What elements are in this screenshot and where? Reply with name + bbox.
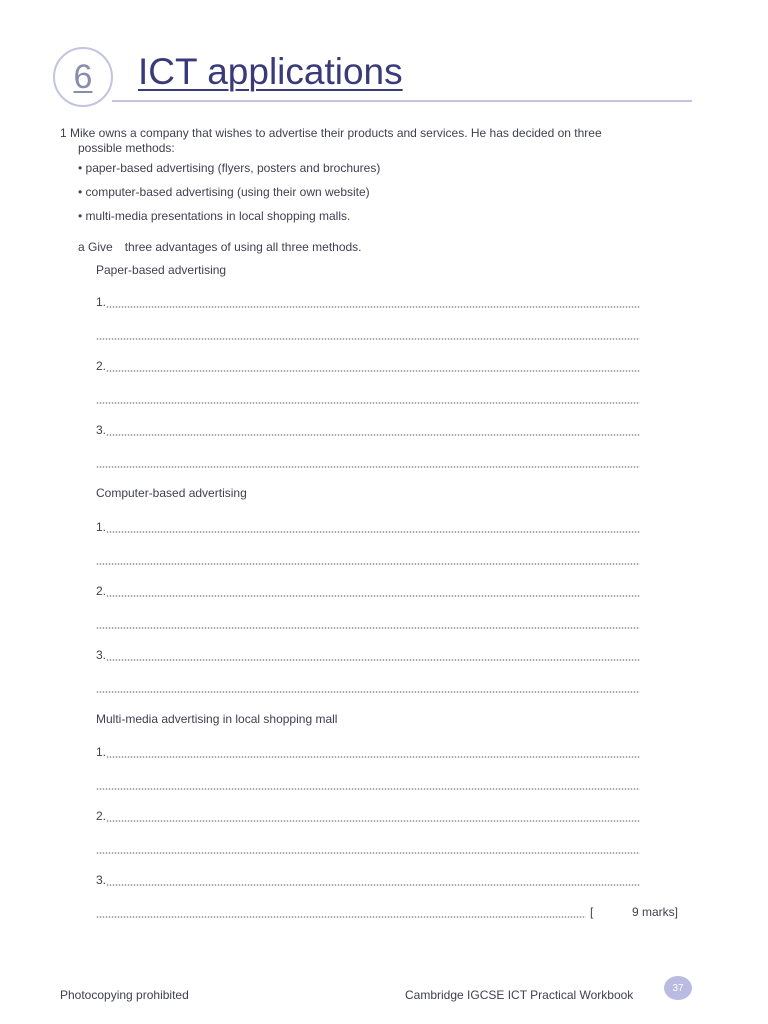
bullet-computer-based: • computer-based advertising (using their own website) (78, 185, 370, 199)
answer-line[interactable] (96, 423, 640, 438)
dotted-line (96, 563, 640, 565)
answer-line[interactable] (96, 295, 640, 310)
marks-bracket: [ (590, 905, 594, 919)
footer-copyright-note: Photocopying prohibited (60, 988, 189, 1002)
answer-line[interactable] (96, 359, 640, 374)
dotted-line (96, 916, 586, 918)
answer-line[interactable] (96, 520, 640, 535)
question-intro-line-2: possible methods: (78, 141, 175, 155)
question-intro-line-1: 1 Mike owns a company that wishes to advertise their products and services. He has decided on three (60, 126, 602, 140)
chapter-number: 6 (73, 58, 93, 96)
dotted-line (106, 820, 640, 822)
dotted-line (96, 338, 640, 340)
chapter-title: ICT applications (138, 51, 403, 92)
answer-line[interactable] (96, 841, 640, 856)
answer-line-number: 3. (96, 423, 107, 437)
chapter-number-badge (53, 47, 113, 107)
dotted-line (96, 402, 640, 404)
answer-line[interactable] (96, 680, 640, 695)
page-number: 37 (664, 976, 692, 1000)
dotted-line (96, 852, 640, 854)
dotted-line (106, 306, 640, 308)
answer-line[interactable] (96, 777, 640, 792)
answer-line[interactable] (96, 552, 640, 567)
answer-line[interactable] (96, 809, 640, 824)
header-divider (112, 100, 692, 102)
bullet-paper-based: • paper-based advertising (flyers, posters and brochures) (78, 161, 381, 175)
answer-line-number: 2. (96, 584, 107, 598)
dotted-line (96, 466, 640, 468)
dotted-line (106, 434, 640, 436)
answer-line-number: 1. (96, 295, 107, 309)
answer-line[interactable] (96, 873, 640, 888)
section-heading-multimedia: Multi-media advertising in local shopping mall (96, 712, 338, 726)
answer-line-number: 3. (96, 873, 107, 887)
part-a-prompt (78, 240, 362, 255)
answer-line-number: 2. (96, 359, 107, 373)
dotted-line (106, 884, 640, 886)
dotted-line (106, 370, 640, 372)
dotted-line (96, 627, 640, 629)
dotted-line (106, 531, 640, 533)
answer-line[interactable] (96, 616, 640, 631)
question-intro (60, 126, 670, 156)
answer-line[interactable] (96, 327, 640, 342)
dotted-line (106, 595, 640, 597)
answer-line[interactable] (96, 455, 640, 470)
dotted-line (96, 691, 640, 693)
part-a-label: a Give (78, 240, 113, 254)
answer-line[interactable] (96, 648, 640, 663)
answer-line-number: 2. (96, 809, 107, 823)
marks-label: 9 marks] (632, 905, 679, 919)
answer-line-number: 1. (96, 520, 107, 534)
dotted-line (106, 756, 640, 758)
dotted-line (106, 659, 640, 661)
answer-line[interactable] (96, 905, 686, 920)
part-a-text: three advantages of using all three methods. (124, 240, 362, 254)
answer-line[interactable] (96, 584, 640, 599)
section-heading-computer: Computer-based advertising (96, 486, 247, 500)
footer-book-title: Cambridge IGCSE ICT Practical Workbook (405, 988, 634, 1002)
answer-line[interactable] (96, 745, 640, 760)
section-heading-paper: Paper-based advertising (96, 263, 227, 277)
dotted-line (96, 788, 640, 790)
answer-line[interactable] (96, 391, 640, 406)
answer-line-number: 1. (96, 745, 107, 759)
bullet-multi-media: • multi-media presentations in local shopping malls. (78, 209, 351, 223)
answer-line-number: 3. (96, 648, 107, 662)
